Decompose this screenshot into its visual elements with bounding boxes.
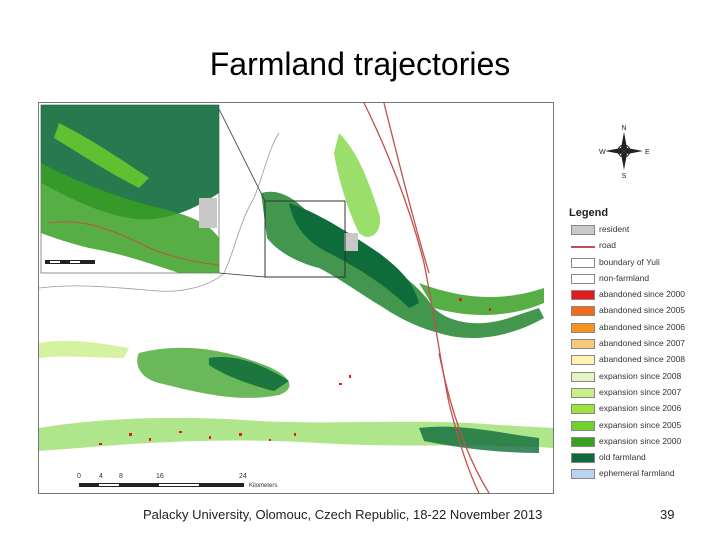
legend-item (569, 256, 699, 272)
legend-swatch (571, 388, 595, 398)
legend-item (569, 370, 699, 386)
legend-label: expansion since 2007 (599, 386, 682, 397)
legend-items (569, 223, 699, 484)
resident-area (344, 233, 358, 251)
legend-swatch (571, 290, 595, 300)
legend-label: resident (599, 224, 630, 234)
scale-tick-label: 24 (239, 473, 247, 480)
legend-label: expansion since 2006 (599, 403, 682, 414)
legend-item (569, 223, 699, 239)
legend-item (569, 239, 699, 255)
scale-tick-label: 0 (77, 473, 81, 480)
legend-label: abandoned since 2007 (599, 338, 686, 349)
map-canvas (39, 103, 553, 493)
legend-swatch (571, 323, 595, 333)
legend-item (569, 435, 699, 451)
legend-label: road (599, 240, 617, 251)
legend-item (569, 419, 699, 435)
legend-item (569, 304, 699, 320)
legend-title: Legend (569, 207, 609, 219)
legend-item (569, 337, 699, 353)
legend-label: old farmland (599, 452, 646, 463)
legend-label: abandoned since 2005 (599, 305, 686, 316)
compass-s-label: S (621, 173, 627, 180)
scale-tick-label: 16 (156, 473, 164, 480)
slide-title: Farmland trajectories (209, 46, 511, 82)
legend-swatch (571, 274, 595, 284)
legend-item (569, 451, 699, 467)
legend-item (569, 402, 699, 418)
map-inset (41, 105, 219, 273)
legend-label: abandoned since 2000 (599, 289, 686, 300)
legend-swatch (571, 372, 595, 382)
legend-label: abandoned since 2008 (599, 354, 686, 365)
legend-item (569, 272, 699, 288)
map-legend (569, 207, 699, 484)
scale-tick-label: 8 (119, 473, 123, 480)
legend-label: non-farmland (599, 272, 650, 283)
legend-item (569, 321, 699, 337)
compass-w-label: W (599, 149, 606, 156)
scale-tick-label: 4 (99, 473, 103, 480)
legend-swatch (571, 306, 595, 316)
page-number: 39 (660, 507, 675, 522)
legend-label: expansion since 2000 (599, 435, 682, 446)
compass-n-label: N (621, 125, 627, 132)
scale-unit-label: Kilometers (249, 483, 278, 489)
legend-swatch (571, 258, 595, 268)
legend-swatch (571, 225, 595, 235)
legend-item (569, 467, 699, 483)
legend-swatch (571, 437, 595, 447)
slide-footer: Palacky University, Olomouc, Czech Republic, 18-22 November 2013 (143, 507, 543, 522)
farmland-map (38, 102, 554, 494)
legend-item (569, 353, 699, 369)
legend-swatch (571, 404, 595, 414)
legend-label: boundary of Yuli (599, 256, 660, 267)
legend-label: expansion since 2005 (599, 419, 682, 430)
north-arrow-icon (596, 122, 652, 180)
legend-label: ephemeral farmland (599, 468, 675, 479)
compass-e-label: E (645, 149, 650, 156)
legend-swatch (571, 339, 595, 349)
legend-swatch (571, 421, 595, 431)
legend-label: abandoned since 2006 (599, 321, 686, 332)
legend-item (569, 288, 699, 304)
legend-swatch (571, 469, 595, 479)
legend-swatch (571, 355, 595, 365)
legend-swatch (571, 453, 595, 463)
legend-swatch (571, 246, 595, 248)
legend-label: expansion since 2008 (599, 370, 682, 381)
legend-item (569, 386, 699, 402)
